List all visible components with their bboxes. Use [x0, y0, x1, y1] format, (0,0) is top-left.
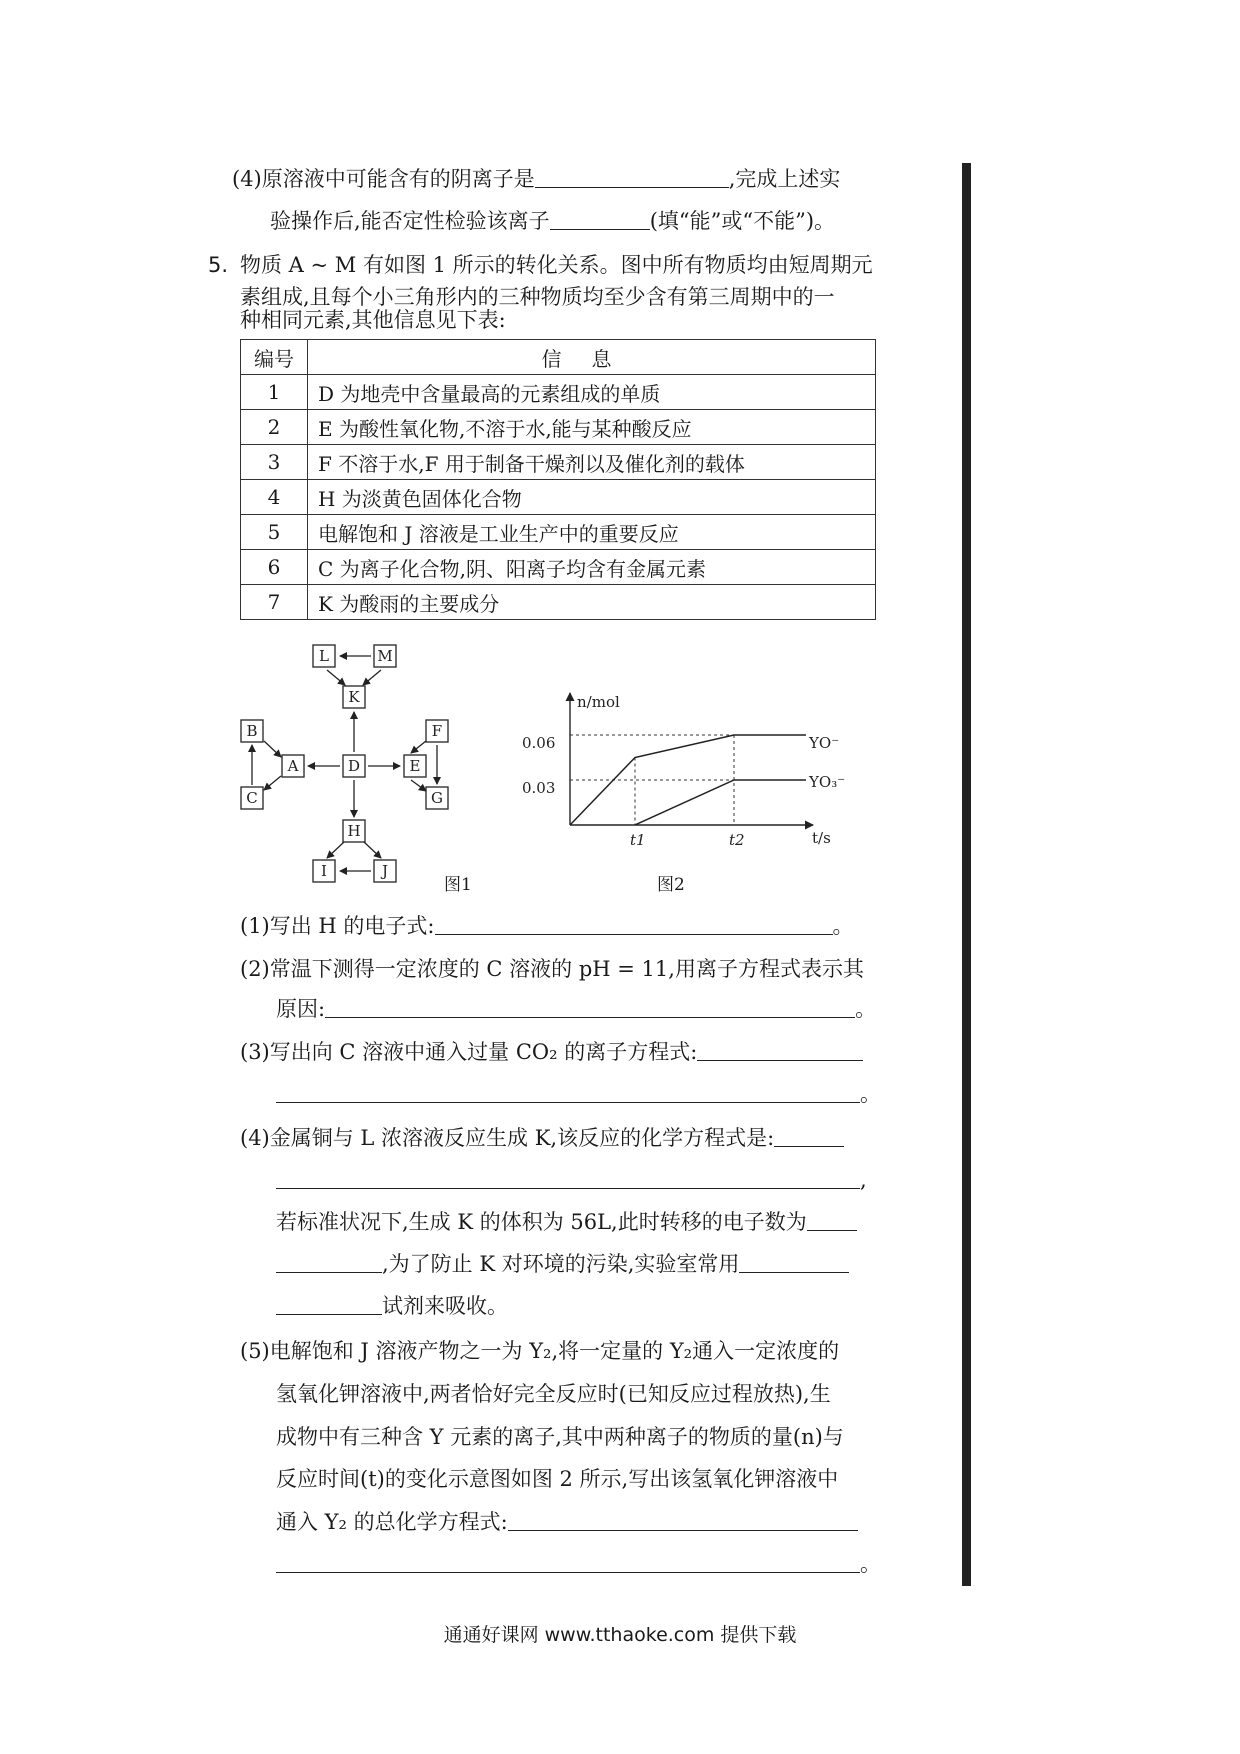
answer-blank[interactable]: [550, 209, 650, 230]
info-table: [240, 339, 876, 620]
node-I: I: [321, 862, 327, 880]
row-number: 4: [241, 480, 308, 515]
node-J: J: [381, 862, 389, 880]
row-info: K 为酸雨的主要成分: [308, 585, 876, 620]
prev-q4-text-c: 验操作后,能否定性检验该离子: [270, 209, 550, 233]
q2-line2: [276, 995, 876, 1023]
q3-end: 。: [860, 1082, 881, 1106]
header-info: 信息: [308, 340, 876, 375]
q5-line5: [276, 1508, 858, 1536]
q5-line3: 成物中有三种含 Y 元素的离子,其中两种离子的物质的量(n)与: [276, 1425, 844, 1449]
q4-line5: [276, 1292, 508, 1320]
node-D: D: [347, 757, 361, 775]
table-row: [241, 550, 876, 585]
series-label: YO⁻: [809, 734, 840, 752]
table-row: [241, 375, 876, 410]
q5-text: 通入 Y₂ 的总化学方程式:: [276, 1510, 508, 1534]
q1-text: (1)写出 H 的电子式:: [240, 914, 435, 938]
y-tick-label: 0.03: [522, 779, 556, 797]
answer-blank[interactable]: [697, 1040, 863, 1061]
q4-text: (4)金属铜与 L 浓溶液反应生成 K,该反应的化学方程式是:: [240, 1126, 775, 1150]
answer-blank[interactable]: [276, 1294, 382, 1315]
figure1-caption: 图1: [444, 875, 472, 895]
answer-blank[interactable]: [276, 1252, 382, 1273]
answer-blank[interactable]: [435, 914, 833, 935]
prev-q4-line2: [270, 207, 835, 235]
row-info: E 为酸性氧化物,不溶于水,能与某种酸反应: [308, 410, 876, 445]
q2-line1: (2)常温下测得一定浓度的 C 溶液的 pH = 11,用离子方程式表示其: [240, 957, 864, 981]
q2-text: 原因:: [276, 997, 326, 1021]
q2-end: 。: [855, 997, 877, 1021]
q1-line: [240, 912, 854, 940]
answer-blank[interactable]: [276, 1168, 860, 1189]
q4-text-4: 试剂来吸收。: [382, 1294, 508, 1318]
page-edge-bar: [962, 163, 971, 1586]
answer-blank[interactable]: [807, 1210, 857, 1231]
x-tick-label: t1: [630, 831, 646, 849]
q5-line6: [276, 1550, 881, 1578]
row-number: 6: [241, 550, 308, 585]
row-info: C 为离子化合物,阴、阳离子均含有金属元素: [308, 550, 876, 585]
answer-blank[interactable]: [508, 1510, 858, 1531]
table-row: [241, 410, 876, 445]
q4-line2: [276, 1166, 867, 1194]
node-B: B: [246, 722, 258, 740]
y-tick-label: 0.06: [522, 734, 556, 752]
row-info: F 不溶于水,F 用于制备干燥剂以及催化剂的载体: [308, 445, 876, 480]
table-row: [241, 480, 876, 515]
q5-line1: (5)电解饱和 J 溶液产物之一为 Y₂,将一定量的 Y₂通入一定浓度的: [240, 1339, 840, 1363]
q5-intro-3: 种相同元素,其他信息见下表:: [240, 308, 506, 332]
row-number: 1: [241, 375, 308, 410]
q4-line1: [240, 1124, 844, 1152]
answer-blank[interactable]: [739, 1252, 849, 1273]
answer-blank[interactable]: [276, 1552, 860, 1573]
prev-q4-text-d: (填“能”或“不能”)。: [649, 209, 836, 233]
x-axis-label: t/s: [812, 829, 831, 847]
q3-line2: [276, 1080, 881, 1108]
node-G: G: [431, 789, 443, 807]
answer-blank[interactable]: [325, 997, 855, 1018]
node-F: F: [431, 722, 443, 740]
footer-source: 通通好课网 www.tthaoke.com 提供下载: [443, 1624, 797, 1646]
answer-blank[interactable]: [535, 167, 729, 188]
figure2-caption: 图2: [657, 875, 685, 895]
prev-q4-line1: [232, 165, 840, 193]
q4-line4: [276, 1250, 849, 1278]
q3-line1: [240, 1038, 863, 1066]
row-number: 5: [241, 515, 308, 550]
prev-q4-text-b: ,完成上述实: [728, 167, 841, 191]
y-axis-label: n/mol: [577, 693, 620, 711]
answer-blank[interactable]: [774, 1126, 844, 1147]
q3-text: (3)写出向 C 溶液中通入过量 CO₂ 的离子方程式:: [240, 1040, 698, 1064]
table-row: [241, 515, 876, 550]
header-number: 编号: [241, 340, 308, 375]
row-info: H 为淡黄色固体化合物: [308, 480, 876, 515]
q5-intro-1: 物质 A ~ M 有如图 1 所示的转化关系。图中所有物质均由短周期元: [240, 253, 873, 277]
q4-text-3: ,为了防止 K 对环境的污染,实验室常用: [382, 1252, 740, 1276]
node-A: A: [287, 757, 299, 775]
q1-end: 。: [832, 914, 854, 938]
figure1-diagram: [230, 640, 490, 895]
row-number: 3: [241, 445, 308, 480]
q4-line3: [276, 1208, 857, 1236]
q5-end: 。: [860, 1552, 881, 1576]
question-number: 5.: [208, 253, 229, 277]
figure2-chart: [520, 685, 860, 860]
row-number: 7: [241, 585, 308, 620]
table-row: [241, 445, 876, 480]
node-C: C: [246, 789, 258, 807]
q5-line2: 氢氧化钾溶液中,两者恰好完全反应时(已知反应过程放热),生: [276, 1382, 831, 1406]
node-K: K: [348, 688, 360, 706]
series-label: YO₃⁻: [809, 773, 846, 791]
table-header-row: [241, 340, 876, 375]
q4-text-2: 若标准状况下,生成 K 的体积为 56L,此时转移的电子数为: [276, 1210, 807, 1234]
series-line-2: [635, 780, 806, 825]
row-number: 2: [241, 410, 308, 445]
q5-intro-2: 素组成,且每个小三角形内的三种物质均至少含有第三周期中的一: [240, 285, 835, 309]
node-H: H: [347, 822, 361, 840]
node-L: L: [319, 647, 329, 665]
row-info: D 为地壳中含量最高的元素组成的单质: [308, 375, 876, 410]
table-row: [241, 585, 876, 620]
prev-q4-text-a: (4)原溶液中可能含有的阴离子是: [232, 167, 535, 191]
node-M: M: [377, 647, 393, 665]
q4-comma: ,: [860, 1168, 867, 1192]
q5-line4: 反应时间(t)的变化示意图如图 2 所示,写出该氢氧化钾溶液中: [276, 1467, 839, 1491]
node-E: E: [409, 757, 421, 775]
row-info: 电解饱和 J 溶液是工业生产中的重要反应: [308, 515, 876, 550]
x-tick-label: t2: [729, 831, 745, 849]
answer-blank[interactable]: [276, 1082, 860, 1103]
